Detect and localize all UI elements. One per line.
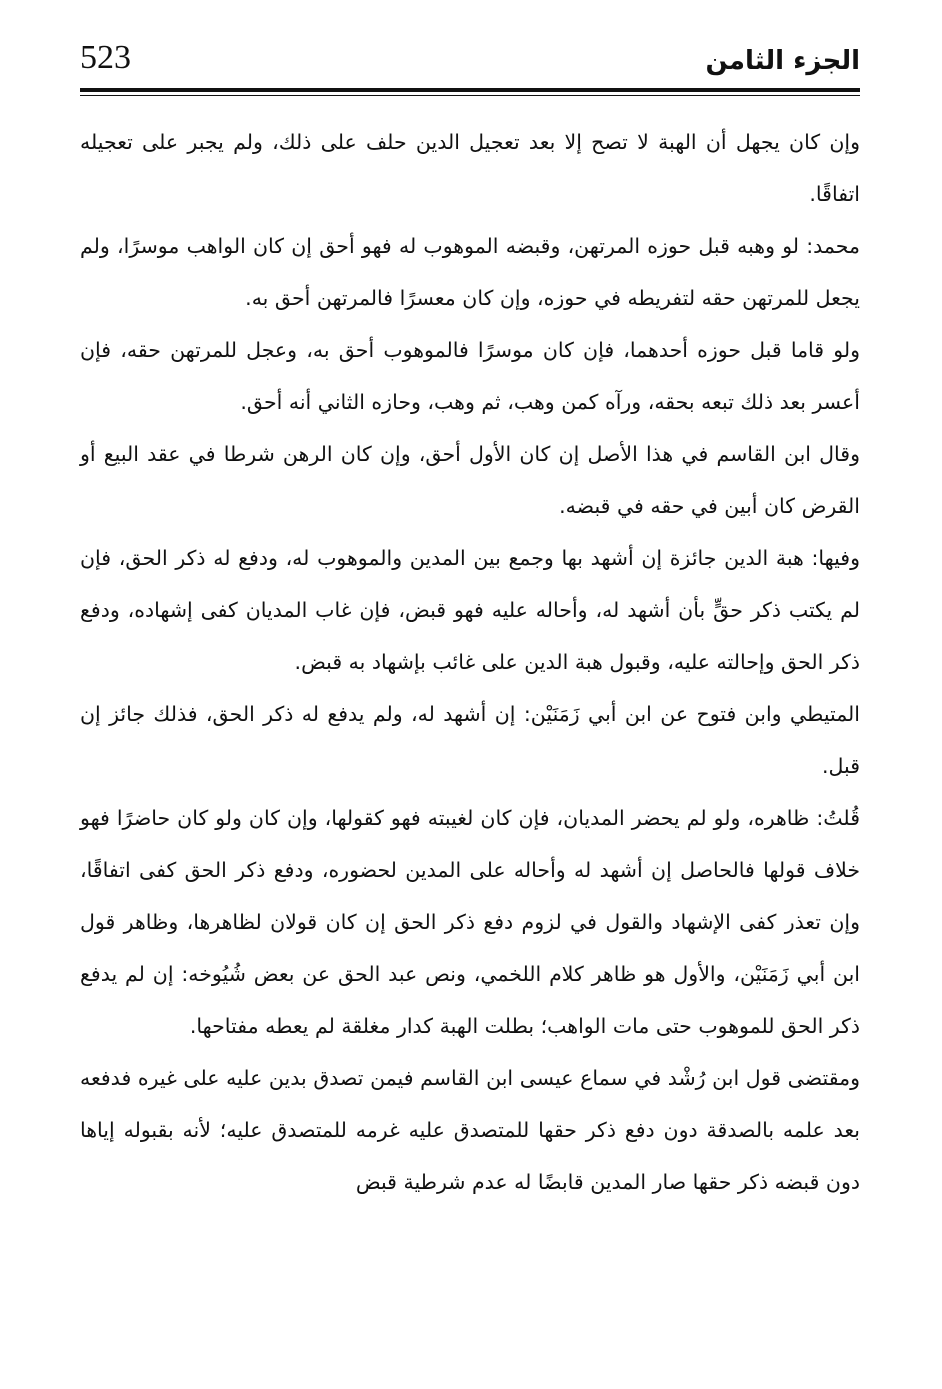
paragraph: وإن كان يجهل أن الهبة لا تصح إلا بعد تعجيل الدين حلف على ذلك، ولم يجبر على تعجيله اتفاقًا. (80, 130, 860, 206)
page-number: 523 (80, 39, 131, 76)
paragraph: محمد: لو وهبه قبل حوزه المرتهن، وقبضه الموهوب له فهو أحق إن كان الواهب موسرًا، ولم يجعل للمرتهن حقه لتفريطه في حوزه، وإن كان معسرًا فالمرتهن أحق به. (80, 234, 860, 310)
paragraph: المتيطي وابن فتوح عن ابن أبي زَمَنَيْن: إن أشهد له، ولم يدفع له ذكر الحق، فذلك جائز إن قبل. (80, 702, 860, 778)
paragraph: ولو قاما قبل حوزه أحدهما، فإن كان موسرًا فالموهوب أحق به، وعجل للمرتهن حقه، فإن أعسر بعد ذلك تبعه بحقه، ورآه كمن وهب، ثم وهب، وحازه الثاني أنه أحق. (80, 338, 860, 414)
header-rule-thick (80, 88, 860, 92)
header-rule-thin (80, 95, 860, 96)
paragraph: ومقتضى قول ابن رُشْد في سماع عيسى ابن القاسم فيمن تصدق بدين عليه على غيره فدفعه بعد علمه بالصدقة دون دفع ذكر حقها للمتصدق عليه غرمه للمتصدق عليه؛ لأنه بقبوله إياها دون قبضه ذكر حقها صار المدين قابضًا له عدم شرطية قبض (80, 1066, 860, 1194)
paragraph: وفيها: هبة الدين جائزة إن أشهد بها وجمع بين المدين والموهوب له، ودفع له ذكر الحق، فإن لم يكتب ذكر حقٍّ بأن أشهد له، وأحاله عليه فهو قبض، فإن غاب المديان كفى إشهاده، ودفع ذكر الحق وإحالته عليه، وقبول هبة الدين على غائب بإشهاد به قبض. (80, 546, 860, 674)
page-body (80, 116, 860, 1208)
paragraph: وقال ابن القاسم في هذا الأصل إن كان الأول أحق، وإن كان الرهن شرطا في عقد البيع أو القرض كان أبين في حقه في قبضه. (80, 442, 860, 518)
running-title: الجزء الثامن (705, 46, 860, 76)
paragraph: قُلتُ: ظاهره، ولو لم يحضر المديان، فإن كان لغيبته فهو كقولها، وإن كان ولو كان حاضرًا فهو خلاف قولها فالحاصل إن أشهد له وأحاله على المدين لحضوره، ودفع ذكر الحق كفى اتفاقًا، وإن تعذر كفى الإشهاد والقول في لزوم دفع ذكر الحق إن كان قولان لظاهرها، وظاهر قول ابن أبي زَمَنَيْن، والأول هو ظاهر كلام اللخمي، ونص عبد الحق عن بعض شُيُوخه: إن لم يدفع ذكر الحق للموهوب حتى مات الواهب؛ بطلت الهبة كدار مغلقة لم يعطه مفتاحها. (80, 806, 860, 1038)
page-header (80, 36, 860, 88)
